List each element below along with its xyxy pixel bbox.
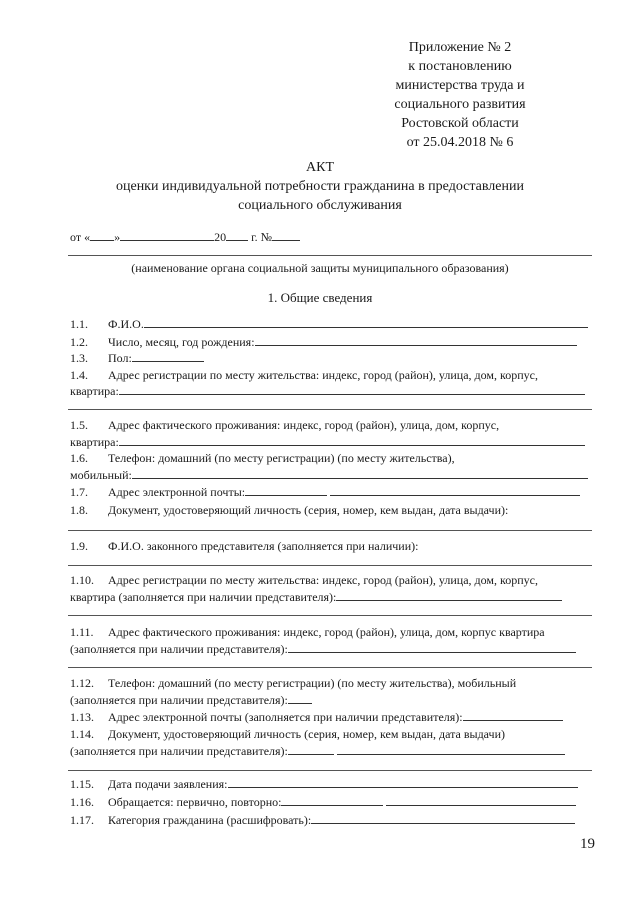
representative-registration-address-field[interactable]: [336, 589, 562, 601]
list-item: 1.11. Адрес фактического проживания: индекс, город (район), улица, дом, корпус квартира: [70, 625, 545, 639]
birth-date-field[interactable]: [255, 334, 577, 346]
list-item: (заполняется при наличии представителя):: [70, 692, 592, 708]
list-item: квартира:: [70, 383, 592, 399]
appendix-line: социального развития: [394, 97, 526, 112]
list-item: 1.14. Документ, удостоверяющий личность (серия, номер, кем выдан, дата выдачи): [70, 727, 505, 741]
organ-caption: (наименование органа социальной защиты муниципального образования): [131, 261, 509, 275]
list-item: 1.16. Обращается: первично, повторно:: [70, 794, 592, 810]
appendix-line: Ростовской области: [401, 116, 519, 131]
list-item: квартира:: [70, 434, 592, 450]
phone-field[interactable]: [132, 467, 588, 479]
year-field[interactable]: [226, 229, 248, 241]
list-item: 1.8. Документ, удостоверяющий личность (серия, номер, кем выдан, дата выдачи):: [70, 503, 509, 517]
list-item: 1.13. Адрес электронной почты (заполняется при наличии представителя):: [70, 709, 592, 725]
list-item: 1.1. Ф.И.О.: [70, 316, 592, 332]
appeal-type-field-extra[interactable]: [386, 794, 576, 806]
identity-document-field[interactable]: [68, 530, 592, 531]
representative-name-field[interactable]: [68, 565, 592, 566]
email-field[interactable]: [245, 484, 327, 496]
appendix-line: Приложение № 2: [408, 40, 512, 55]
list-item: 1.3. Пол:: [70, 350, 592, 366]
appendix-line: министерства труда и: [395, 78, 525, 93]
month-field[interactable]: [120, 229, 214, 241]
representative-document-extra-line[interactable]: [68, 770, 592, 771]
act-subtitle-1: оценки индивидуальной потребности гражданина в предоставлении: [115, 179, 524, 194]
representative-email-field[interactable]: [463, 709, 563, 721]
fio-field[interactable]: [144, 316, 588, 328]
section-title: 1. Общие сведения: [267, 290, 373, 305]
email-field-extra[interactable]: [330, 484, 580, 496]
list-item: 1.10. Адрес регистрации по месту жительства: индекс, город (район), улица, дом, корпус,: [70, 573, 538, 587]
list-item: (заполняется при наличии представителя):: [70, 743, 592, 759]
act-number-field[interactable]: [272, 229, 300, 241]
appendix-line: от 25.04.2018 № 6: [406, 135, 514, 150]
list-item: 1.6. Телефон: домашний (по месту регистрации) (по месту жительства),: [70, 451, 455, 465]
list-item: 1.4. Адрес регистрации по месту жительства: индекс, город (район), улица, дом, корпус,: [70, 368, 538, 382]
registration-address-field[interactable]: [119, 383, 585, 395]
act-title: АКТ: [306, 160, 334, 175]
sex-field[interactable]: [132, 350, 204, 362]
appendix-header: [350, 38, 570, 152]
registration-address-extra-line[interactable]: [68, 409, 592, 410]
representative-actual-address-extra-line[interactable]: [68, 667, 592, 668]
citizen-category-field[interactable]: [311, 812, 575, 824]
representative-registration-address-extra-line[interactable]: [68, 615, 592, 616]
representative-phone-field[interactable]: [288, 692, 312, 704]
actual-address-field[interactable]: [119, 434, 585, 446]
list-item: (заполняется при наличии представителя):: [70, 641, 592, 657]
list-item: 1.7. Адрес электронной почты:: [70, 484, 592, 500]
list-item: 1.15. Дата подачи заявления:: [70, 776, 592, 792]
representative-document-field-extra[interactable]: [337, 743, 565, 755]
list-item: 1.12. Телефон: домашний (по месту регистрации) (по месту жительства), мобильный: [70, 676, 517, 690]
appendix-line: к постановлению: [408, 59, 512, 74]
organ-name-field[interactable]: [68, 255, 592, 256]
list-item: мобильный:: [70, 467, 592, 483]
page-number: 19: [580, 836, 595, 852]
day-field[interactable]: [90, 229, 114, 241]
list-item: 1.5. Адрес фактического проживания: индекс, город (район), улица, дом, корпус,: [70, 418, 500, 432]
representative-actual-address-field[interactable]: [288, 641, 576, 653]
list-item: 1.17. Категория гражданина (расшифровать):: [70, 812, 592, 828]
representative-document-field[interactable]: [288, 743, 334, 755]
application-date-field[interactable]: [228, 776, 578, 788]
list-item: 1.2. Число, месяц, год рождения:: [70, 334, 592, 350]
appeal-type-field[interactable]: [281, 794, 383, 806]
list-item: 1.9. Ф.И.О. законного представителя (заполняется при наличии):: [70, 539, 419, 553]
list-item: квартира (заполняется при наличии представителя):: [70, 589, 592, 605]
act-date-line: от « » 20 г. №: [70, 229, 300, 245]
act-subtitle-2: социального обслуживания: [238, 198, 402, 213]
